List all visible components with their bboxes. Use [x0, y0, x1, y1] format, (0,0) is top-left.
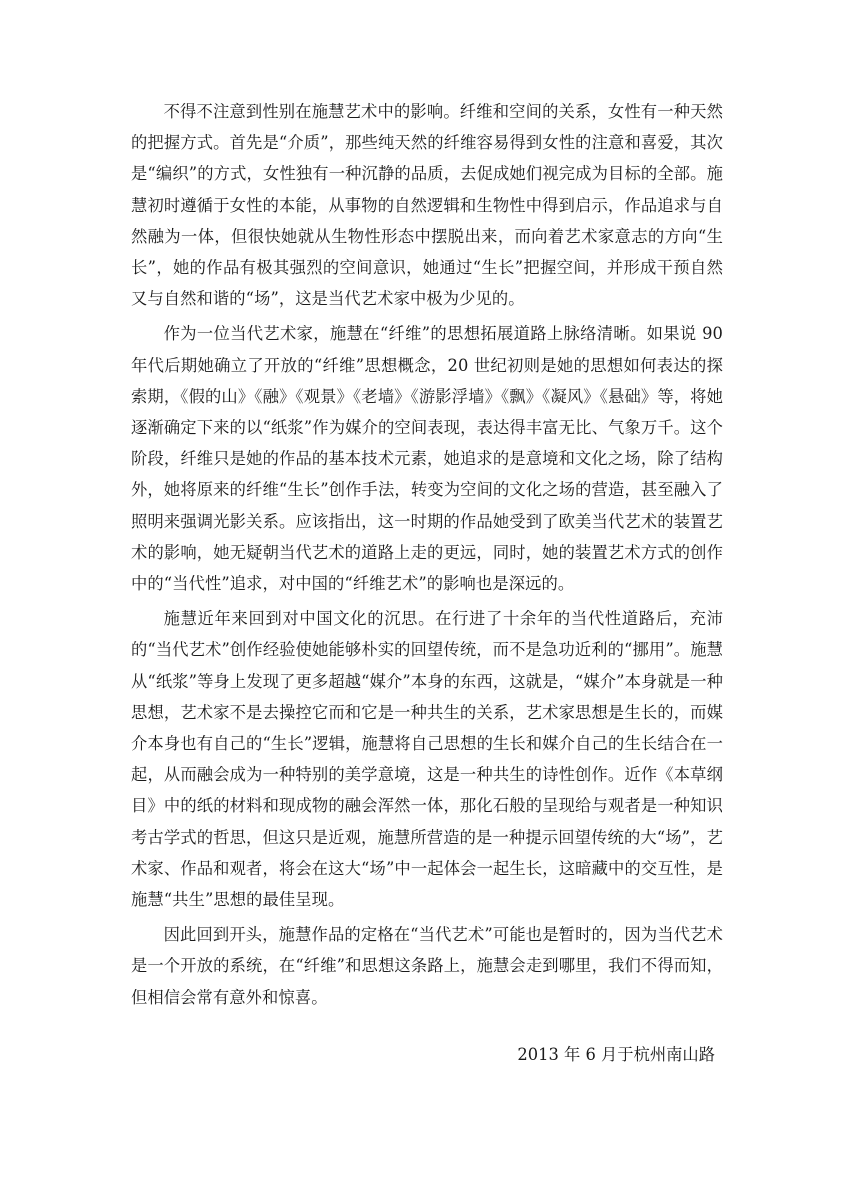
paragraph-3: 施慧近年来回到对中国文化的沉思。在行进了十余年的当代性道路后，充沛的“当代艺术”创作经验使她能够朴实的回望传统，而不是急功近利的“挪用”。施慧从“纸浆”等身上发现了更多超越“媒介”本身的东西，这就是，“媒介”本身就是一种思想，艺术家不是去操控它而和它是一种共生的关系，艺术家思想是生长的，而媒介本身也有自己的“生长”逻辑，施慧将自己思想的生长和媒介自己的生长结合在一起，从而融会成为一种特别的美学意境，这是一种共生的诗性创作。近作《本草纲目》中的纸的材料和现成物的融会浑然一体，那化石般的呈现给与观者是一种知识考古学式的哲思，但这只是近观，施慧所营造的是一种提示回望传统的大“场”，艺术家、作品和观者，将会在这大“场”中一起体会一起生长，这暗藏中的交互性，是施慧“共生”思想的最佳呈现。 [131, 609, 723, 910]
date-signature: 2013 年 6 月于杭州南山路 [517, 1045, 715, 1064]
paragraph-1: 不得不注意到性别在施慧艺术中的影响。纤维和空间的关系，女性有一种天然的把握方式。首先是“介质”，那些纯天然的纤维容易得到女性的注意和喜爱，其次是“编织”的方式，女性独有一种沉静的品质，去促成她们视完成为目标的全部。施慧初时遵循于女性的本能，从事物的自然逻辑和生物性中得到启示，作品追求与自然融为一体，但很快她就从生物性形态中摆脱出来，而向着艺术家意志的方向“生长”，她的作品有极其强烈的空间意识，她通过“生长”把握空间，并形成干预自然又与自然和谐的“场”，这是当代艺术家中极为少见的。 [131, 102, 723, 309]
paragraph-2: 作为一位当代艺术家，施慧在“纤维”的思想拓展道路上脉络清晰。如果说 90 年代后期她确立了开放的“纤维”思想概念，20 世纪初则是她的思想如何表达的探索期，《假的山》《融》《观景》《老墙》《游影浮墙》《飘》《凝风》《悬础》等，将她逐渐确定下来的以“纸浆”作为媒介的空间表现，表达得丰富无比、气象万千。这个阶段，纤维只是她的作品的基本技术元素，她追求的是意境和文化之场，除了结构外，她将原来的纤维“生长”创作手法，转变为空间的文化之场的营造，甚至融入了照明来强调光影关系。应该指出，这一时期的作品她受到了欧美当代艺术的装置艺术的影响，她无疑朝当代艺术的道路上走的更远，同时，她的装置艺术方式的创作中的“当代性”追求，对中国的“纤维艺术”的影响也是深远的。 [131, 324, 723, 594]
body-text [131, 96, 723, 1017]
paragraph-4: 因此回到开头，施慧作品的定格在“当代艺术”可能也是暂时的，因为当代艺术是一个开放的系统，在“纤维”和思想这条路上，施慧会走到哪里，我们不得而知，但相信会常有意外和惊喜。 [131, 925, 723, 1007]
